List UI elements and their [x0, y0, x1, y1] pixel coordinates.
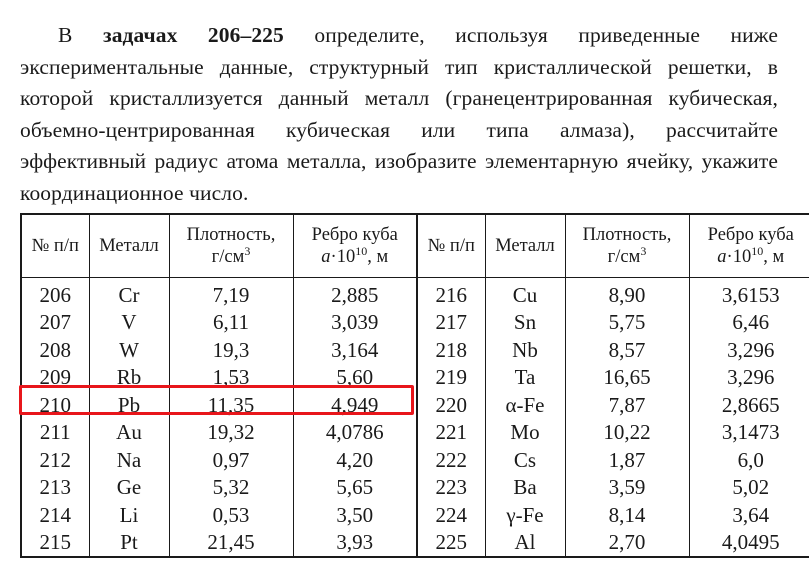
cell-metal-right: Ta	[485, 364, 565, 392]
table-row	[21, 391, 809, 419]
cell-density-left: 0,97	[169, 446, 293, 474]
cell-metal-left: Pt	[89, 529, 169, 558]
cell-num-left: 209	[21, 364, 89, 392]
cell-num-right: 217	[417, 309, 485, 337]
cell-edge-left: 3,93	[293, 529, 417, 558]
table-row	[21, 529, 809, 558]
cell-edge-left: 3,164	[293, 336, 417, 364]
cell-density-left: 6,11	[169, 309, 293, 337]
cell-metal-right: Cu	[485, 278, 565, 309]
cell-metal-right: Al	[485, 529, 565, 558]
cell-num-right: 221	[417, 419, 485, 447]
cell-density-left: 19,3	[169, 336, 293, 364]
cell-edge-right: 3,296	[689, 336, 809, 364]
table-row	[21, 278, 809, 309]
cell-metal-left: Cr	[89, 278, 169, 309]
table-row	[21, 309, 809, 337]
cell-density-right: 10,22	[565, 419, 689, 447]
cell-metal-left: Ge	[89, 474, 169, 502]
table-row	[21, 446, 809, 474]
cell-edge-right: 3,6153	[689, 278, 809, 309]
cell-density-left: 11,35	[169, 391, 293, 419]
header-metal-left: Металл	[89, 214, 169, 278]
cell-edge-right: 4,0495	[689, 529, 809, 558]
table-row	[21, 419, 809, 447]
cell-metal-right: Ba	[485, 474, 565, 502]
cell-num-left: 210	[21, 391, 89, 419]
cell-edge-left: 3,039	[293, 309, 417, 337]
cell-num-left: 213	[21, 474, 89, 502]
cell-edge-left: 5,65	[293, 474, 417, 502]
cell-metal-right: Cs	[485, 446, 565, 474]
cell-density-right: 16,65	[565, 364, 689, 392]
cell-num-right: 223	[417, 474, 485, 502]
cell-metal-left: Pb	[89, 391, 169, 419]
cell-density-left: 0,53	[169, 501, 293, 529]
cell-metal-left: Au	[89, 419, 169, 447]
statement-body: определите, используя приведенные ниже экспериментальные данные, структурный тип кристаллической решетки, в которой кристаллизуется данный металл (гранецентрированная кубическая, объемно-центрированная кубическая или типа алмаза), рассчитайте эффективный радиус атома металла, изобразите элементарную ячейку, укажите координационное число.	[20, 23, 778, 205]
cell-edge-right: 3,1473	[689, 419, 809, 447]
cell-density-right: 8,90	[565, 278, 689, 309]
cell-metal-right: α-Fe	[485, 391, 565, 419]
cell-edge-left: 4,0786	[293, 419, 417, 447]
cell-num-left: 207	[21, 309, 89, 337]
cell-density-right: 3,59	[565, 474, 689, 502]
cell-num-right: 218	[417, 336, 485, 364]
cell-metal-right: Mo	[485, 419, 565, 447]
cell-num-left: 208	[21, 336, 89, 364]
cell-metal-right: γ-Fe	[485, 501, 565, 529]
cell-edge-right: 3,296	[689, 364, 809, 392]
table-row	[21, 474, 809, 502]
cell-metal-right: Sn	[485, 309, 565, 337]
table-row	[21, 364, 809, 392]
cell-metal-left: V	[89, 309, 169, 337]
cell-density-left: 1,53	[169, 364, 293, 392]
cell-edge-right: 5,02	[689, 474, 809, 502]
table-row	[21, 501, 809, 529]
cell-metal-left: W	[89, 336, 169, 364]
cell-num-left: 214	[21, 501, 89, 529]
cell-num-right: 225	[417, 529, 485, 558]
header-edge-left: Ребро куба $a\cdot 10^{10}$, м	[293, 214, 417, 278]
metals-table	[20, 213, 809, 558]
header-num-right: № п/п	[417, 214, 485, 278]
problem-statement	[20, 20, 778, 210]
cell-edge-left: 2,885	[293, 278, 417, 309]
cell-num-left: 215	[21, 529, 89, 558]
cell-density-right: 5,75	[565, 309, 689, 337]
cell-metal-left: Na	[89, 446, 169, 474]
table-row	[21, 336, 809, 364]
cell-edge-left: 4,949	[293, 391, 417, 419]
cell-num-right: 216	[417, 278, 485, 309]
cell-density-left: 19,32	[169, 419, 293, 447]
cell-density-right: 8,14	[565, 501, 689, 529]
statement-lead: В	[58, 23, 73, 47]
cell-metal-right: Nb	[485, 336, 565, 364]
cell-metal-left: Li	[89, 501, 169, 529]
cell-metal-left: Rb	[89, 364, 169, 392]
cell-density-right: 8,57	[565, 336, 689, 364]
statement-bold-range: задачах 206–225	[102, 23, 284, 47]
header-num-left: № п/п	[21, 214, 89, 278]
cell-density-right: 2,70	[565, 529, 689, 558]
cell-density-left: 7,19	[169, 278, 293, 309]
cell-density-right: 1,87	[565, 446, 689, 474]
cell-edge-right: 6,46	[689, 309, 809, 337]
table-header-row	[21, 214, 809, 278]
cell-density-left: 5,32	[169, 474, 293, 502]
cell-density-left: 21,45	[169, 529, 293, 558]
cell-edge-right: 3,64	[689, 501, 809, 529]
cell-num-left: 212	[21, 446, 89, 474]
header-metal-right: Металл	[485, 214, 565, 278]
cell-density-right: 7,87	[565, 391, 689, 419]
cell-edge-right: 6,0	[689, 446, 809, 474]
cell-num-left: 206	[21, 278, 89, 309]
cell-num-right: 222	[417, 446, 485, 474]
cell-edge-right: 2,8665	[689, 391, 809, 419]
cell-edge-left: 4,20	[293, 446, 417, 474]
cell-num-right: 224	[417, 501, 485, 529]
header-density-left: Плотность, $г/см^3$	[169, 214, 293, 278]
cell-edge-left: 5,60	[293, 364, 417, 392]
header-density-right: Плотность, $г/см^3$	[565, 214, 689, 278]
cell-num-right: 220	[417, 391, 485, 419]
cell-num-left: 211	[21, 419, 89, 447]
cell-num-right: 219	[417, 364, 485, 392]
header-edge-right: Ребро куба $a\cdot 10^{10}$, м	[689, 214, 809, 278]
cell-edge-left: 3,50	[293, 501, 417, 529]
